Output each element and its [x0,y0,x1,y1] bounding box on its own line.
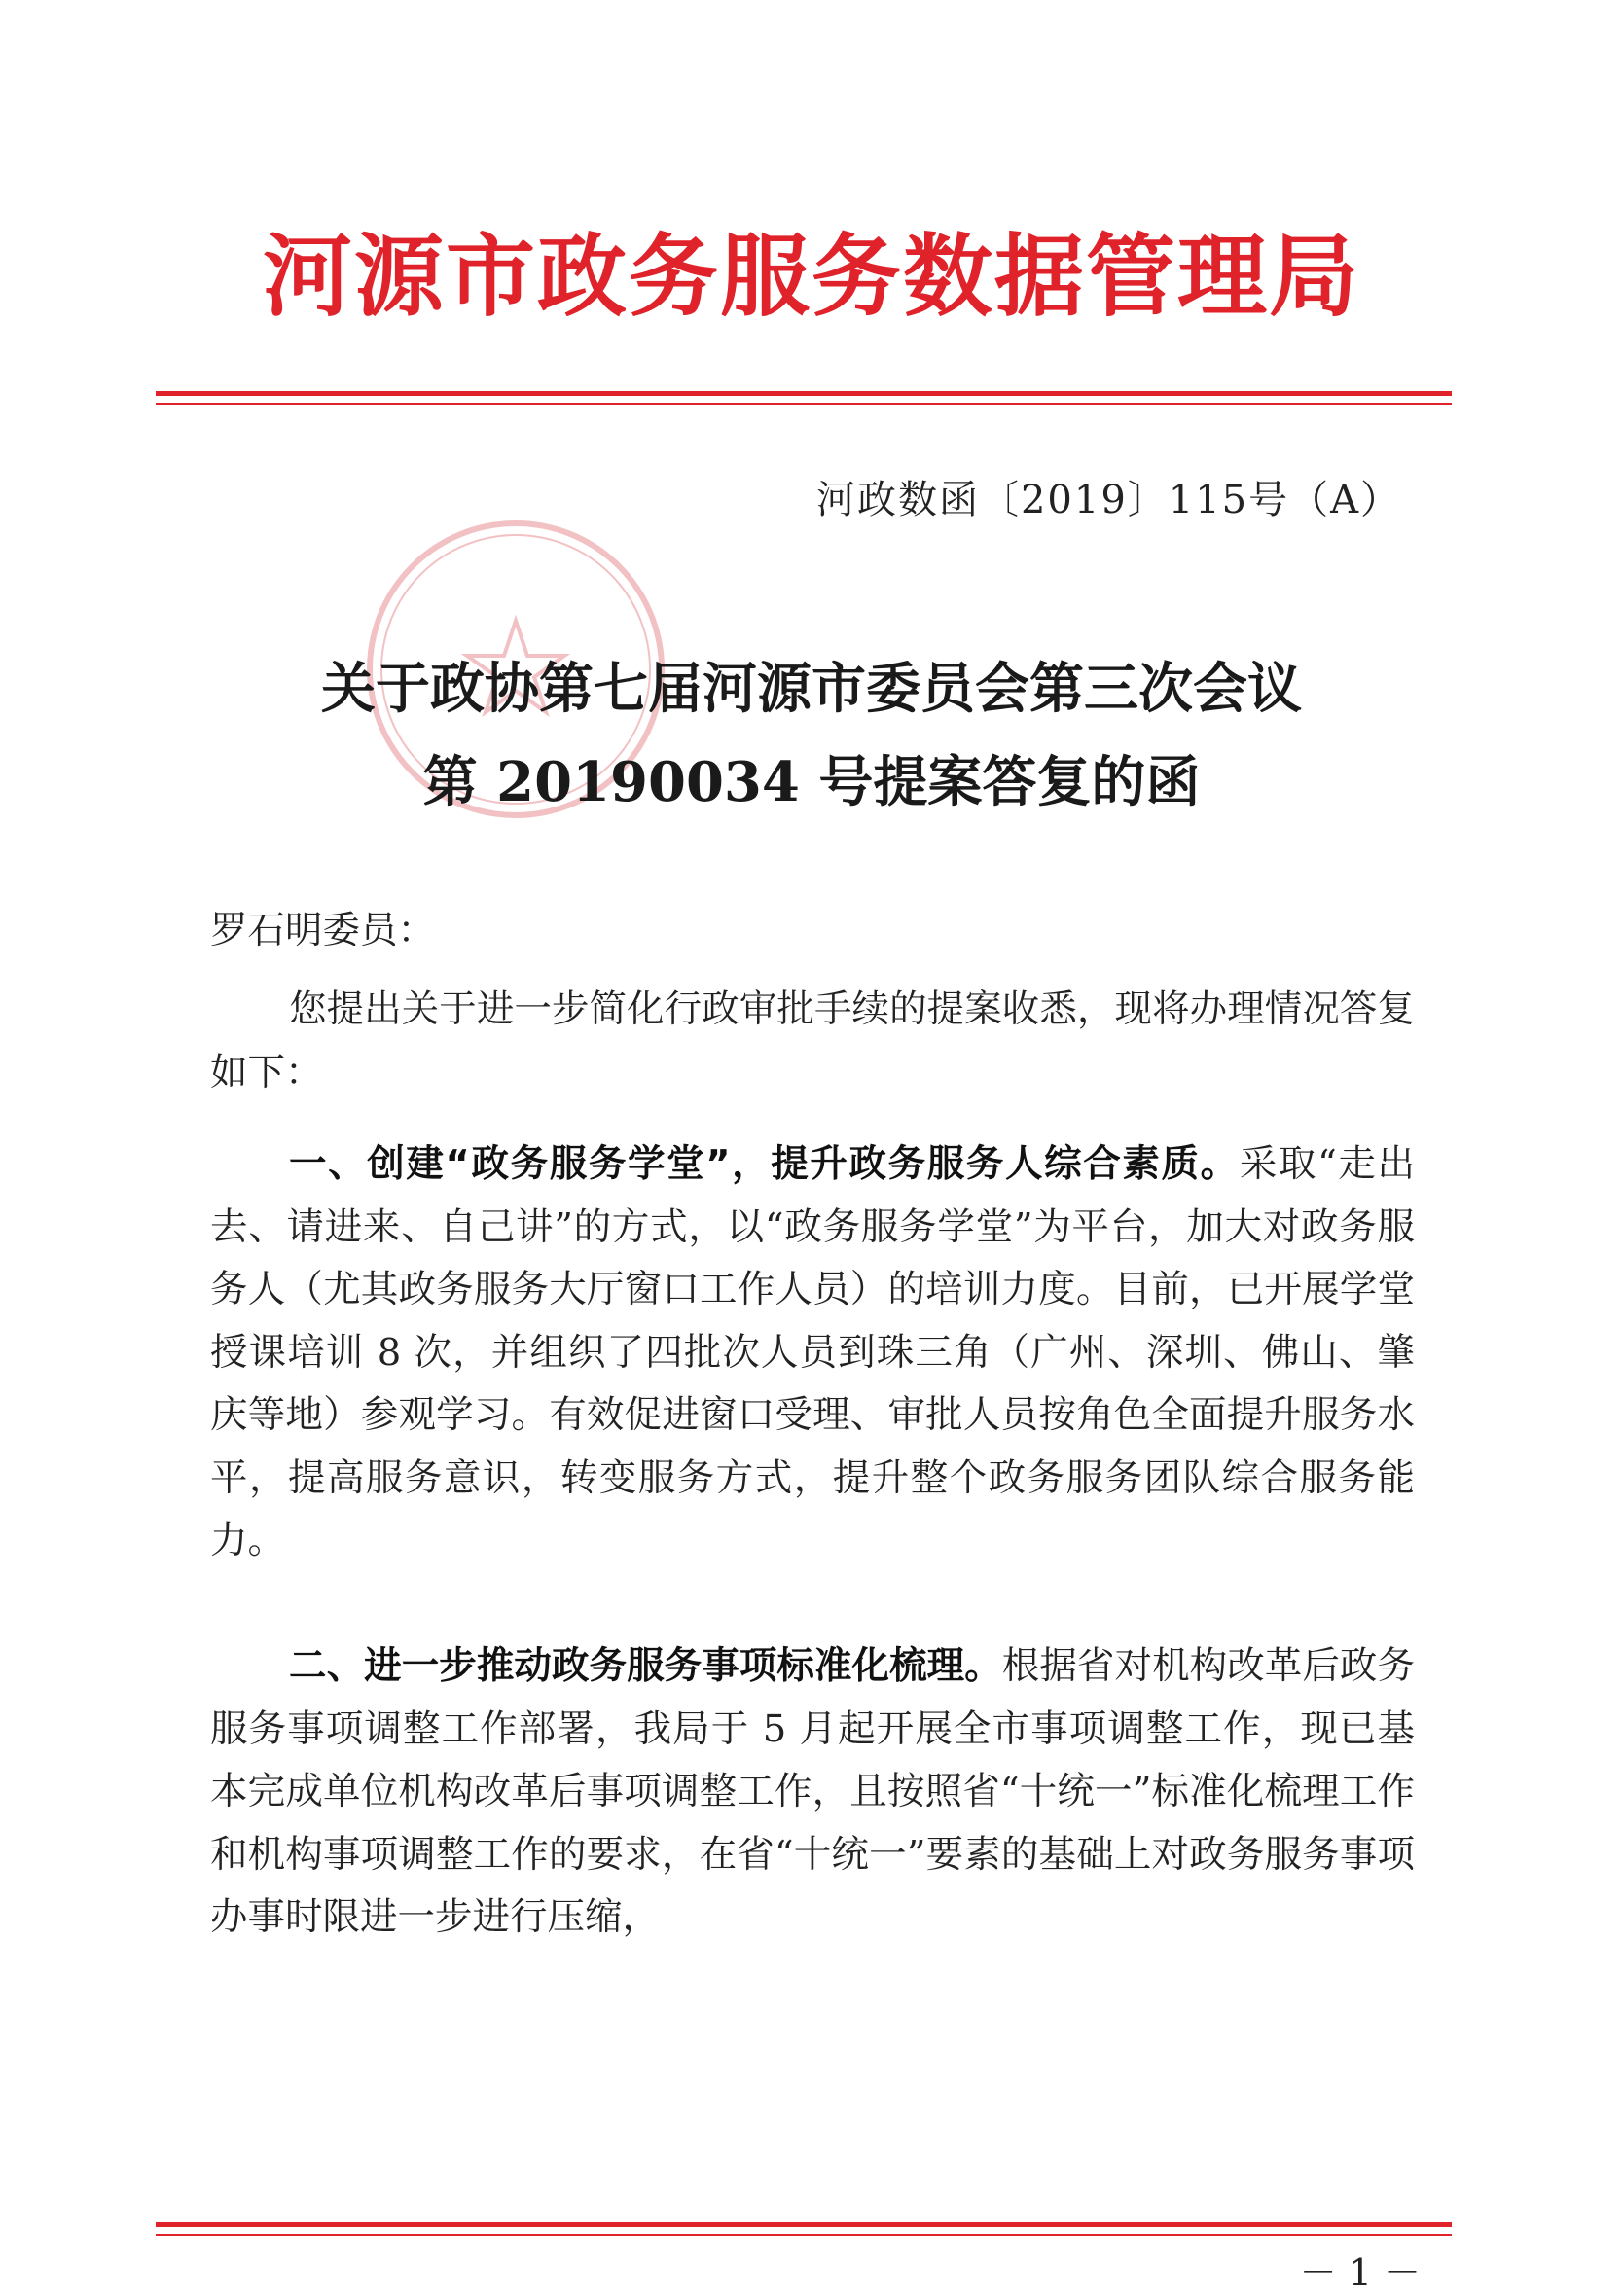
body-paragraph-intro [210,979,1415,1104]
header-rule-thick [156,391,1452,396]
paragraph-text: 采取“走出去、请进来、自己讲”的方式，以“政务服务学堂”为平台，加大对政务服务人（尤其政务服务大厅窗口工作人员）的培训力度。目前，已开展学堂授课培训 8 次，并组织了四批次人员到珠三角（广州、深圳、佛山、肇庆等地）参观学习。有效促进窗口受理、审批人员按角色全面提升服务水平，提高服务意识，转变服务方式，提升整个政务服务团队综合服务能力。 [210,1142,1416,1562]
section-1-heading: 一、创建“政务服务学堂”，提升政务服务人综合素质。 [289,1142,1240,1186]
document-title-line-1: 关于政协第七届河源市委员会第三次会议 [321,657,1302,721]
issuing-org-header: 河源市政务服务数据管理局 [262,224,1360,329]
document-number: 河政数函〔2019〕115号（A） [815,478,1401,522]
page-number: － 1 － [1299,2251,1421,2294]
footer-rule-thin [156,2234,1452,2236]
header-rule-thin [156,403,1452,405]
salutation: 罗石明委员： [210,909,436,952]
body-paragraph-section-1 [210,1133,1415,1573]
document-title-line-2: 第 20190034 号提案答复的函 [422,750,1201,814]
paragraph-text: 您提出关于进一步简化行政审批手续的提案收悉，现将办理情况答复如下： [210,987,1415,1094]
body-paragraph-section-2 [210,1635,1415,1950]
section-2-heading: 二、进一步推动政务服务事项标准化梳理。 [289,1644,1002,1688]
paragraph-text: 根据省对机构改革后政务服务事项调整工作部署，我局于 5 月起开展全市事项调整工作，现已基本完成单位机构改革后事项调整工作，且按照省“十统一”标准化梳理工作和机构事项调整工作的要求，在省“十统一”要素的基础上对政务服务事项办事时限进一步进行压缩， [210,1644,1415,1939]
footer-rule-thick [156,2222,1452,2227]
